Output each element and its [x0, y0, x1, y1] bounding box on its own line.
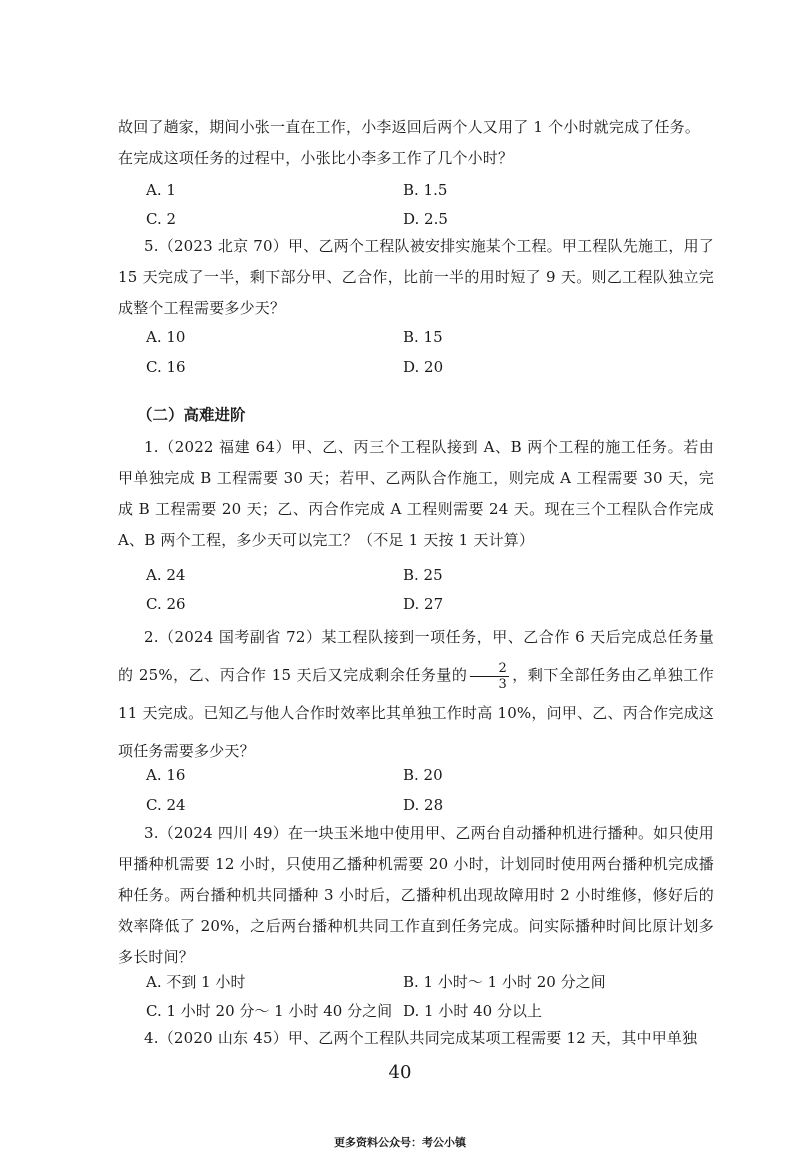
hq2-text-part-1: 2.（2024 国考副省 72）某工程队接到一项任务，甲、乙合作 6 天后完成总任务量的 25%，乙、丙合作 15 天后又完成剩余任务量的	[118, 628, 714, 684]
section-title: （二）高难进阶	[137, 406, 246, 424]
hq3-option-a: A. 不到 1 小时	[146, 973, 246, 991]
hq3-option-b: B. 1 小时～ 1 小时 20 分之间	[403, 973, 606, 991]
hq3-option-c: C. 1 小时 20 分～ 1 小时 40 分之间	[146, 1002, 393, 1020]
hq1-option-a: A. 24	[146, 566, 186, 584]
hq2-option-a: A. 16	[146, 766, 186, 784]
hq1-option-c: C. 26	[146, 595, 186, 613]
q5-option-c: C. 16	[146, 358, 186, 376]
hard-question-2-text	[118, 618, 714, 770]
hq1-option-b: B. 25	[403, 566, 443, 584]
q5-option-a: A. 10	[146, 328, 186, 346]
hard-question-3-text: 3.（2024 四川 49）在一块玉米地中使用甲、乙两台自动播种机进行播种。如只使用甲播种机需要 12 小时，只使用乙播种机需要 20 小时，计划同时使用两台播种机完成播种任务。两台播种机共同播种 3 小时后，乙播种机出现故障用时 2 小时维修，修好后的效率降低了 20%，之后两台播种机共同工作直到任务完成。问实际播种时间比原计划多多长时间？	[118, 824, 714, 966]
fraction-denominator: 3	[498, 676, 507, 692]
footer-note: 更多资料公众号：考公小镇	[334, 1136, 466, 1149]
intro-line-1: 故回了趟家，期间小张一直在工作，小李返回后两个人又用了 1 个小时就完成了任务。	[118, 118, 701, 136]
hq2-option-d: D. 28	[403, 796, 444, 814]
q5-option-b: B. 15	[403, 328, 443, 346]
question-5-text: 5.（2023 北京 70）甲、乙两个工程队被安排实施某个工程。甲工程队先施工，用了 15 天完成了一半，剩下部分甲、乙合作，比前一半的用时短了 9 天。则乙工程队独立完成整个工程需要多少天？	[118, 237, 714, 317]
intro-option-d: D. 2.5	[403, 210, 448, 228]
hard-question-4-text: 4.（2020 山东 45）甲、乙两个工程队共同完成某项工程需要 12 天，其中甲单独	[144, 1029, 698, 1047]
intro-option-b: B. 1.5	[403, 181, 448, 199]
page-number: 40	[388, 1062, 412, 1083]
intro-option-a: A. 1	[146, 181, 176, 199]
fraction-two-thirds	[470, 661, 508, 692]
hq3-option-d: D. 1 小时 40 分以上	[403, 1002, 542, 1020]
hq2-option-b: B. 20	[403, 766, 443, 784]
intro-line-2: 在完成这项任务的过程中，小张比小李多工作了几个小时？	[118, 149, 514, 167]
hq2-text-part-2: ，剩下全部任务由乙单独工作 11 天完成。已知乙与他人合作时效率比其单独工作时高 10%，问甲、乙、丙合作完成这项任务需要多少天？	[118, 666, 715, 760]
q5-option-d: D. 20	[403, 358, 444, 376]
hq2-option-c: C. 24	[146, 796, 186, 814]
hq1-option-d: D. 27	[403, 595, 444, 613]
hard-question-1-text: 1.（2022 福建 64）甲、乙、丙三个工程队接到 A、B 两个工程的施工任务。若由甲单独完成 B 工程需要 30 天；若甲、乙两队合作施工，则完成 A 工程需要 30 天，完成 B 工程需要 20 天；乙、丙合作完成 A 工程则需要 24 天。现在三个工程队合作完成 A、B 两个工程，多少天可以完工？（不足 1 天按 1 天计算）	[118, 438, 714, 549]
fraction-numerator: 2	[470, 661, 508, 677]
intro-option-c: C. 2	[146, 210, 177, 228]
